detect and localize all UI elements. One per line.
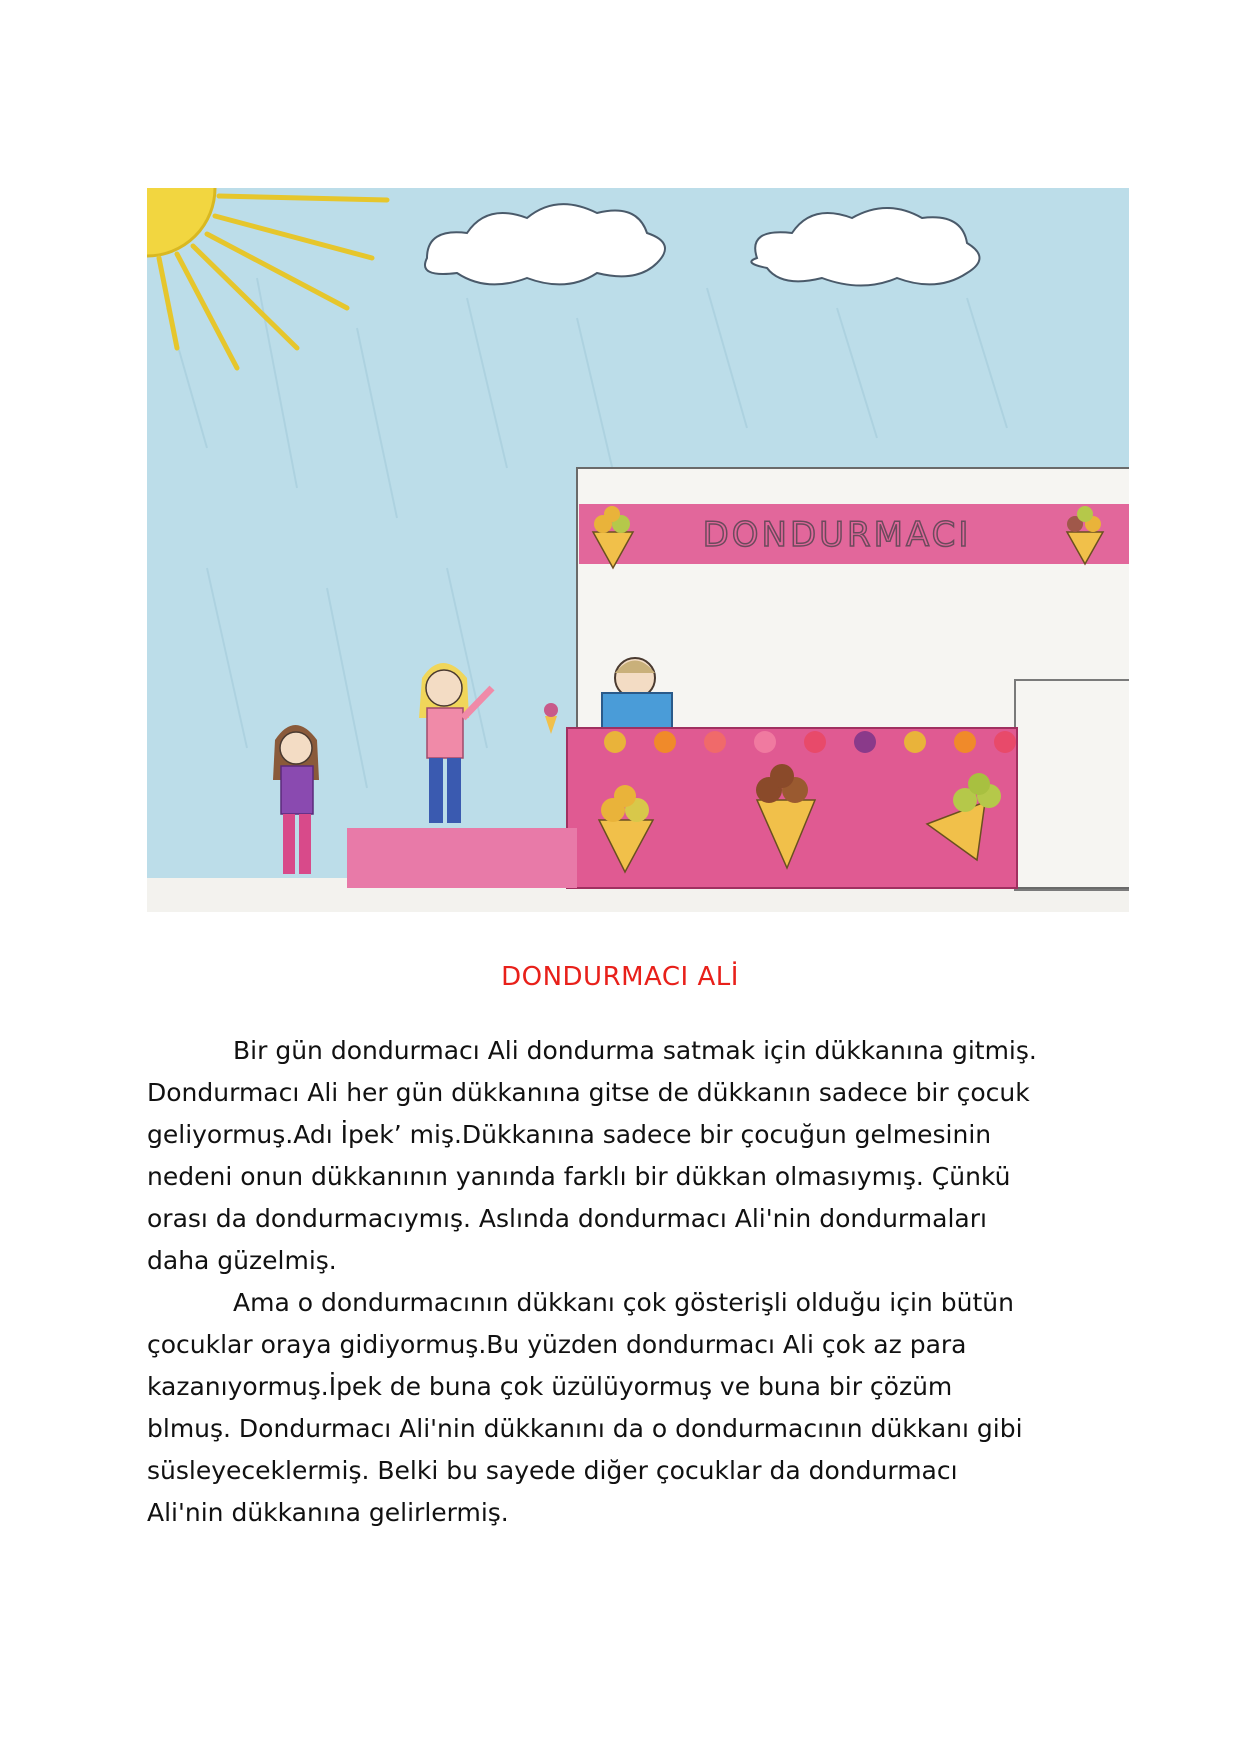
story-line: süsleyeceklermiş. Belki bu sayede diğer çocuklar da dondurmacı	[147, 1456, 958, 1485]
story-line: orası da dondurmacıymış. Aslında dondurmacı Ali'nin dondurmaları	[147, 1204, 987, 1233]
story-line: daha güzelmiş.	[147, 1246, 337, 1275]
story-line: Ali'nin dükkanına gelirlermiş.	[147, 1498, 509, 1527]
story-line: nedeni onun dükkanının yanında farklı bir dükkan olmasıymış. Çünkü	[147, 1162, 1011, 1191]
story-line: Ama o dondurmacının dükkanı çok gösterişli olduğu için bütün	[233, 1288, 1014, 1317]
story-line: Bir gün dondurmacı Ali dondurma satmak için dükkanına gitmiş.	[233, 1036, 1037, 1065]
story-line: Dondurmacı Ali her gün dükkanına gitse de dükkanın sadece bir çocuk	[147, 1078, 1030, 1107]
pink-ground	[347, 828, 577, 888]
story-line: çocuklar oraya gidiyormuş.Bu yüzden dondurmacı Ali çok az para	[147, 1330, 967, 1359]
drawing-svg	[147, 188, 1129, 912]
sign-text: DONDURMACI	[702, 515, 972, 555]
story-line: blmuş. Dondurmacı Ali'nin dükkanını da o dondurmacının dükkanı gibi	[147, 1414, 1023, 1443]
story-line: kazanıyormuş.İpek de buna çok üzülüyormuş ve buna bir çözüm	[147, 1372, 953, 1401]
story-title: DONDURMACI ALİ	[501, 962, 739, 992]
child-drawing-ice-cream-shop	[147, 188, 1129, 912]
story-body	[147, 1030, 1107, 1534]
story-line: geliyormuş.Adı İpek’ miş.Dükkanına sadece bir çocuğun gelmesinin	[147, 1120, 992, 1149]
